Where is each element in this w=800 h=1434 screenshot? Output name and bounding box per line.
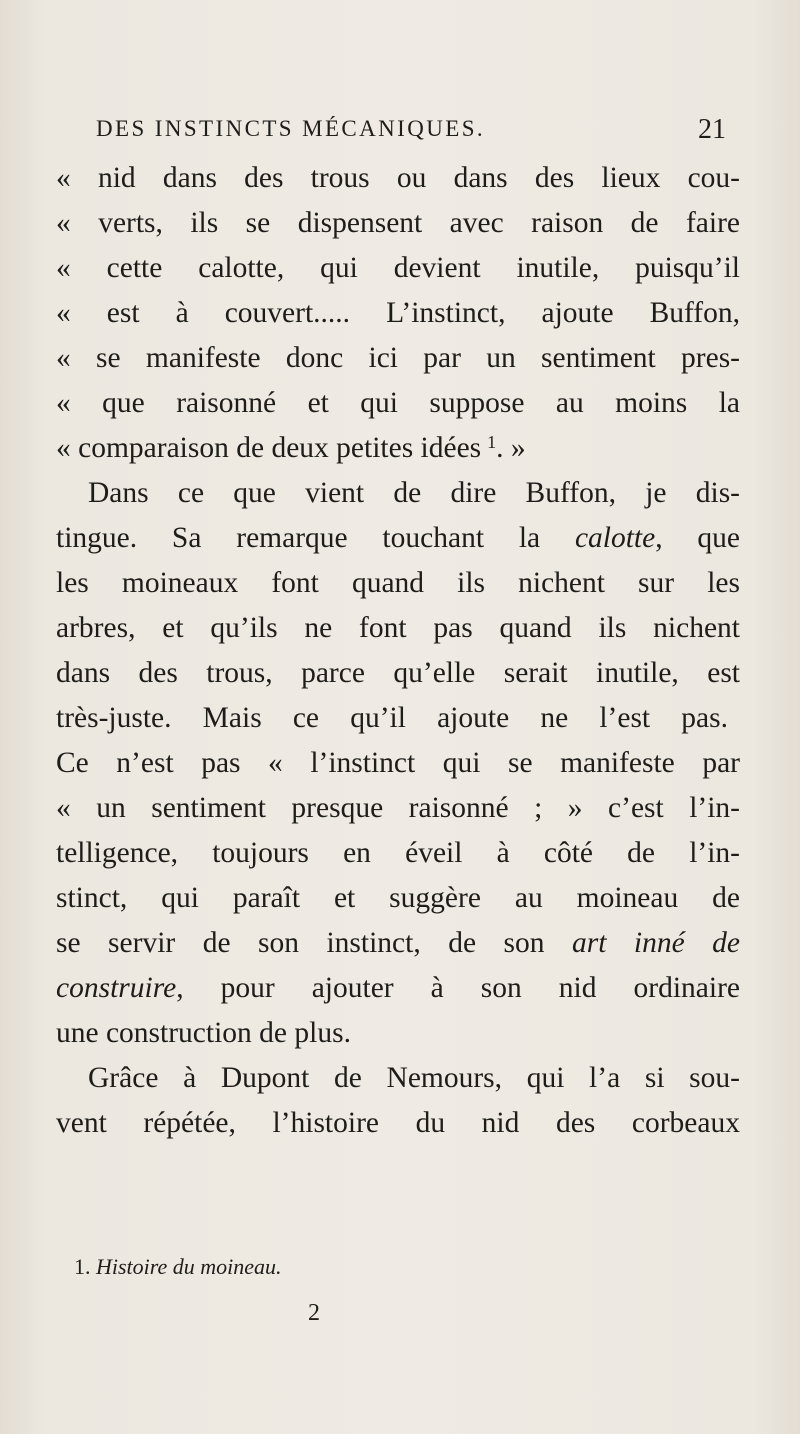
paragraph-first-line: Dans ce que vient de dire Buffon, je dis-	[88, 477, 740, 509]
footnote-number: 1.	[74, 1254, 91, 1279]
page-number: 21	[698, 114, 726, 145]
text-line: « se manifeste donc ici par un sentiment pres-	[56, 342, 740, 374]
text-line	[56, 966, 740, 1011]
paragraph-first-line: Grâce à Dupont de Nemours, qui l’a si sou-	[88, 1062, 740, 1094]
running-head: DES INSTINCTS MÉCANIQUES.	[96, 116, 486, 141]
text-line: « est à couvert..... L’instinct, ajoute Buffon,	[56, 297, 740, 329]
text-line: « verts, ils se dispensent avec raison de faire	[56, 207, 740, 239]
text-line: « nid dans des trous ou dans des lieux cou-	[56, 162, 740, 194]
paragraph-last-line: une construction de plus.	[56, 1017, 351, 1049]
italic-phrase: construire	[56, 972, 177, 1004]
text-line: les moineaux font quand ils nichent sur les	[56, 567, 740, 599]
text-line: « cette calotte, qui devient inutile, puisqu’il	[56, 252, 740, 284]
text-line: telligence, toujours en éveil à côté de l’in-	[56, 837, 740, 869]
text-line: vent répétée, l’histoire du nid des corbeaux	[56, 1107, 740, 1139]
italic-term: calotte	[574, 522, 656, 554]
signature-mark: 2	[308, 1300, 320, 1326]
text-line	[56, 921, 740, 966]
text-line: Ce n’est pas « l’instinct qui se manifeste par	[56, 747, 740, 779]
text-segment: . »	[496, 432, 526, 464]
text-line: très-juste. Mais ce qu’il ajoute ne l’est pas.	[56, 702, 728, 734]
footnote-text: Histoire du moineau.	[96, 1254, 282, 1279]
text-line	[56, 516, 740, 561]
italic-phrase: art inné de	[571, 927, 741, 959]
text-segment: tingue. Sa remarque touchant la	[56, 522, 575, 554]
page-header	[96, 116, 726, 152]
text-line	[56, 426, 740, 471]
footnote-reference: 1	[487, 432, 497, 452]
text-line: arbres, et qu’ils ne font pas quand ils nichent	[56, 612, 740, 644]
footnote	[74, 1254, 282, 1280]
text-segment: se servir de son instinct, de son	[56, 927, 572, 959]
text-line: « un sentiment presque raisonné ; » c’est l’in-	[56, 792, 740, 824]
text-segment: « comparaison de deux petites idées	[56, 432, 482, 464]
text-segment: , que	[655, 522, 741, 554]
text-segment: , pour ajouter à son nid ordinaire	[176, 972, 740, 1004]
text-line: « que raisonné et qui suppose au moins la	[56, 387, 740, 419]
text-line: dans des trous, parce qu’elle serait inutile, est	[56, 657, 740, 689]
text-line: stinct, qui paraît et suggère au moineau de	[56, 882, 740, 914]
body-text	[56, 156, 740, 1146]
